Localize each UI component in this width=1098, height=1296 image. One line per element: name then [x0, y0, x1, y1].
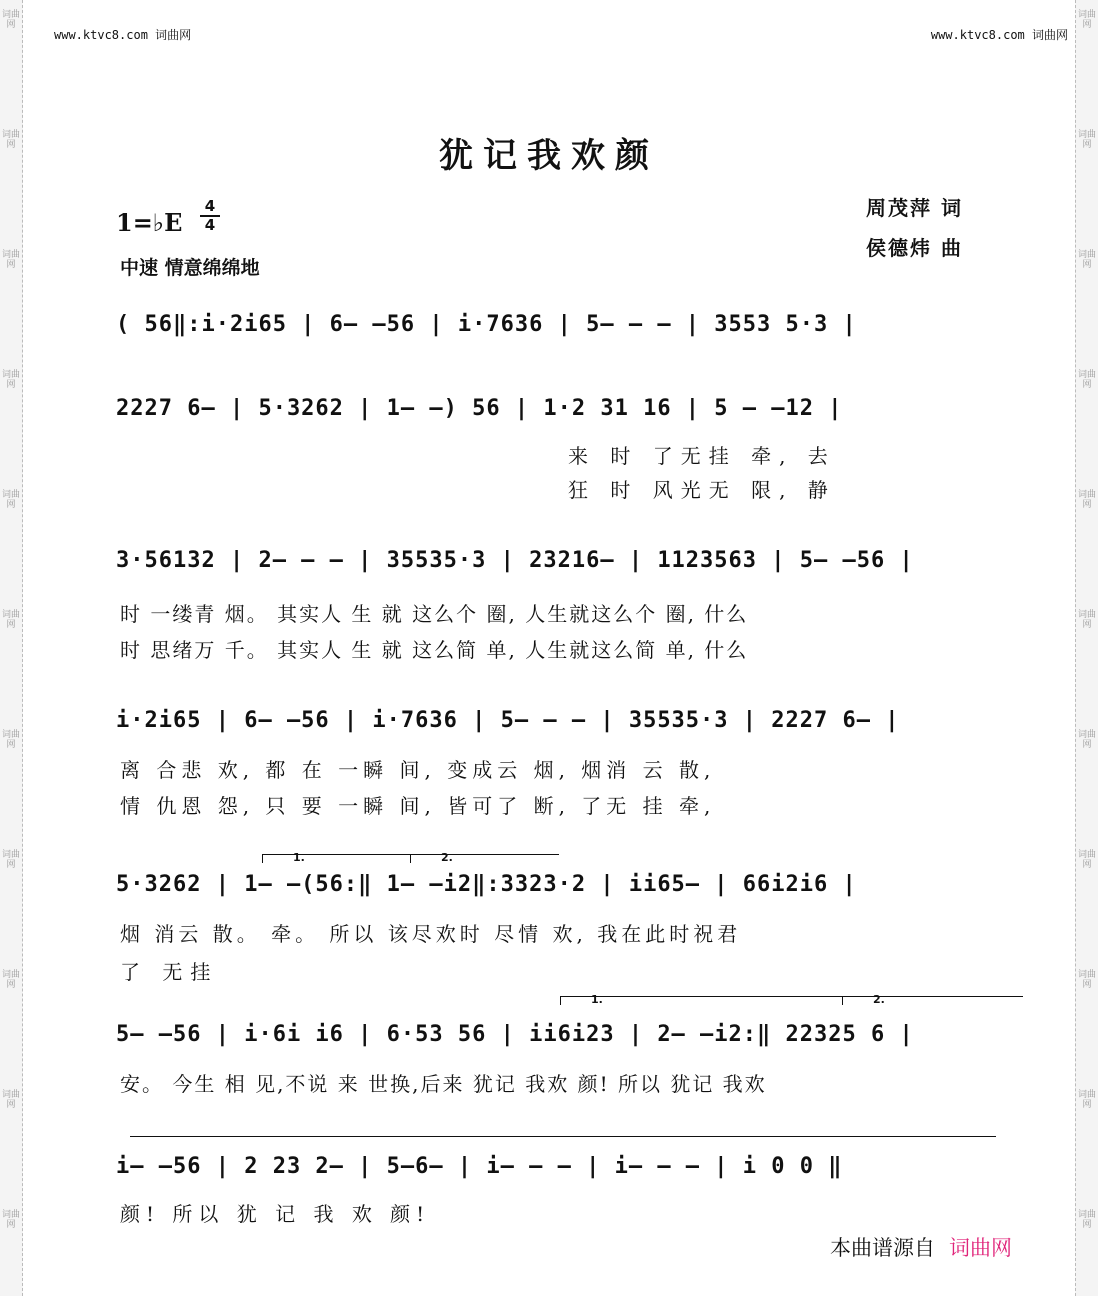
side-watermark: 词曲网 — [1078, 1210, 1097, 1230]
lyrics-verse-1: 离 合悲 欢, 都 在 一瞬 间, 变成云 烟, 烟消 云 散, — [120, 758, 716, 782]
lyrics-verse-1: 时 一缕青 烟。 其实人 生 就 这么个 圈, 人生就这么个 圈, 什么 — [120, 602, 749, 626]
composer-credit: 侯德炜 曲 — [866, 236, 963, 260]
side-watermark: 词曲网 — [1078, 10, 1097, 30]
side-watermark: 词曲网 — [2, 970, 21, 990]
time-signature — [200, 198, 220, 234]
lyrics-verse-2: 情 仇恩 怨, 只 要 一瞬 间, 皆可了 断, 了无 挂 牵, — [120, 794, 716, 818]
site-url-right: www.ktvc8.com 词曲网 — [930, 28, 1068, 42]
footer-brand-link[interactable]: 词曲网 — [949, 1236, 1012, 1260]
lyrics-verse-1: 来 时 了无挂 牵, 去 — [568, 444, 836, 468]
volta-bracket-first: 1. — [262, 854, 431, 863]
lyrics-verse-1: 烟 消云 散。 牵。 所以 该尽欢时 尽情 欢, 我在此时祝君 — [120, 922, 742, 946]
side-watermark: 词曲网 — [2, 490, 21, 510]
right-margin-watermark — [1075, 0, 1098, 1296]
time-top: 4 — [204, 197, 216, 215]
notation-line: ( 56‖:i·2i65 | 6– –56 | i·7636 | 5– – – | 3553 5·3 | — [116, 312, 857, 337]
song-title: 犹记我欢颜 — [439, 136, 659, 176]
lyrics-verse-2: 狂 时 风光无 限, 静 — [568, 478, 836, 502]
side-watermark: 词曲网 — [1078, 730, 1097, 750]
key-signature: 1=♭E — [116, 208, 183, 237]
lyrics-verse-1: 颜! 所以 犹 记 我 欢 颜! — [120, 1202, 431, 1226]
tempo-marking: 中速 情意绵绵地 — [120, 257, 260, 279]
volta-bracket-second: 2. — [410, 854, 559, 863]
side-watermark: 词曲网 — [2, 850, 21, 870]
side-watermark: 词曲网 — [2, 1210, 21, 1230]
lyricist-credit: 周茂萍 词 — [866, 196, 963, 220]
side-watermark: 词曲网 — [2, 610, 21, 630]
left-margin-watermark — [0, 0, 23, 1296]
site-url-left: www.ktvc8.com 词曲网 — [54, 28, 192, 42]
notation-line: i·2i65 | 6– –56 | i·7636 | 5– – – | 35535·3 | 2227 6– | — [116, 708, 900, 733]
notation-line: 2227 6– | 5·3262 | 1– –) 56 | 1·2 31 16 | 5 – –12 | — [116, 396, 843, 421]
side-watermark: 词曲网 — [2, 10, 21, 30]
side-watermark: 词曲网 — [1078, 250, 1097, 270]
notation-line: 5– –56 | i·6i i6 | 6·53 56 | ii6i23 | 2– –i2:‖ 22325 6 | — [116, 1022, 914, 1047]
notation-line: 3·56132 | 2– – – | 35535·3 | 23216– | 1123563 | 5– –56 | — [116, 548, 914, 573]
side-watermark: 词曲网 — [2, 250, 21, 270]
side-watermark: 词曲网 — [1078, 370, 1097, 390]
notation-line: i– –56 | 2 23 2– | 5–6– | i– – – | i– – – | i 0 0 ‖ — [116, 1154, 843, 1179]
continuation-line — [130, 1136, 996, 1137]
side-watermark: 词曲网 — [1078, 610, 1097, 630]
notation-line: 5·3262 | 1– –(56:‖ 1– –i2‖:3323·2 | ii65– | 66i2i6 | — [116, 872, 857, 897]
source-footer — [830, 1232, 1012, 1262]
lyrics-verse-2: 了 无挂 — [120, 960, 219, 984]
side-watermark: 词曲网 — [1078, 490, 1097, 510]
side-watermark: 词曲网 — [1078, 970, 1097, 990]
side-watermark: 词曲网 — [2, 130, 21, 150]
volta-bracket-first: 1. — [560, 996, 863, 1005]
lyrics-verse-2: 时 思绪万 千。 其实人 生 就 这么简 单, 人生就这么简 单, 什么 — [120, 638, 749, 662]
side-watermark: 词曲网 — [2, 370, 21, 390]
side-watermark: 词曲网 — [1078, 1090, 1097, 1110]
volta-bracket-second: 2. — [842, 996, 1023, 1005]
side-watermark: 词曲网 — [1078, 850, 1097, 870]
side-watermark: 词曲网 — [2, 730, 21, 750]
side-watermark: 词曲网 — [2, 1090, 21, 1110]
footer-prefix: 本曲谱源自 — [830, 1236, 935, 1260]
lyrics-verse-1: 安。 今生 相 见,不说 来 世换,后来 犹记 我欢 颜! 所以 犹记 我欢 — [120, 1072, 767, 1096]
side-watermark: 词曲网 — [1078, 130, 1097, 150]
time-bottom: 4 — [200, 215, 220, 234]
